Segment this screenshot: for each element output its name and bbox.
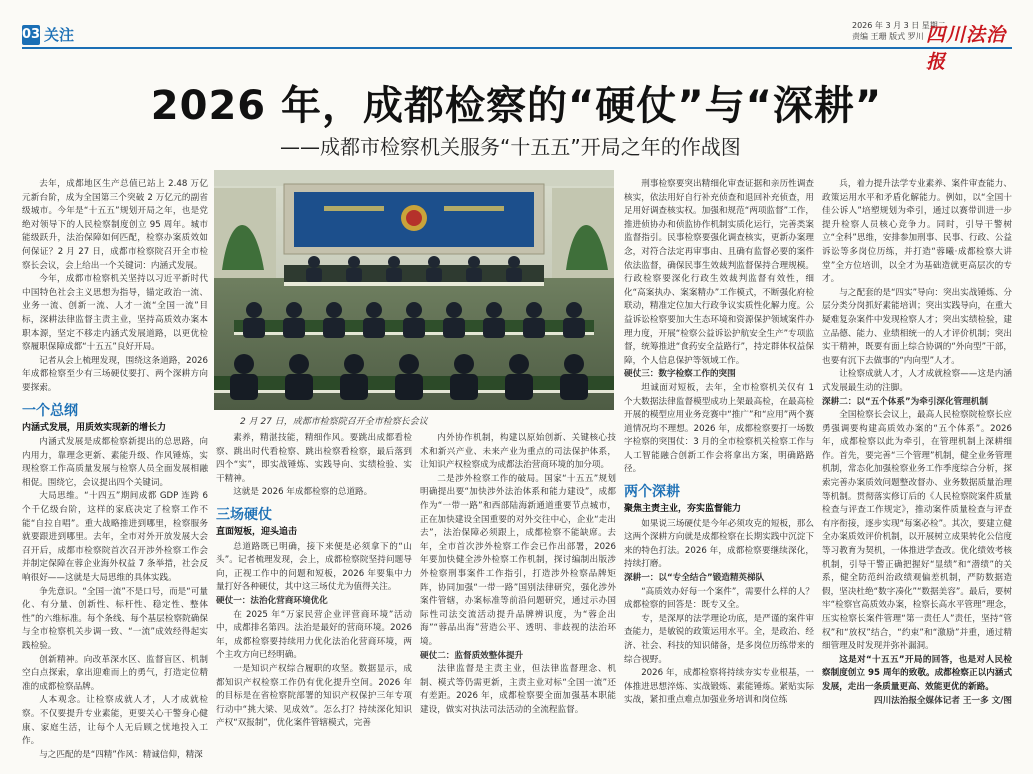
subheadline: ——成都市检察机关服务“十五五”开局之年的作战图 xyxy=(280,135,741,159)
paragraph: 如果说三场硬仗是今年必须攻克的短板，那么这两个深耕方向就是成都检察在长期实践中沉淀下来的特色打法。2026 年，成都检察要继续深化，持续打磨。 xyxy=(624,518,814,570)
paragraph: 素养，精湛技能，精细作风。要跳出成都看检察、跳出时代看检察、跳出检察看检察，最后落到四个“实”，即实战锤炼、实践导向、实绩检验、实干精神。 xyxy=(216,433,412,484)
paragraph: 2026 年，成都检察将持续夯实专业根基，一体推进思想淬炼、实战锻炼、素能锤炼。紧贴实际实战，紧扣重点难点加强业务培训和岗位练 xyxy=(624,668,814,706)
paragraph: 二是涉外检察工作的破局。国家“十五五”规划明确提出要“加快涉外法治体系和能力建设”，成都作为“一带一路”和西部陆海新通道重要节点城市，正在加快建设全国重要的对外交往中心，企业“走出去”，法治保障必须跟上，成都检察不能缺席。去年，全市首次涉外检察工作会已作出部署，2026 年要加快健全涉外检察工作机制，探讨编制出版涉外检察刑事案件工作指引，打造涉外检察品牌矩阵，协同加强“一带一路”国别法律研究，强化涉外案件管辖，办案标准等前沿问题研究，通过示办国际性司法交流活动提升品牌辨识度，为“蓉企出海”“蓉品出海”营造公平、透明、非歧视的法治环境。 xyxy=(420,473,616,647)
section-subheading: 聚焦主责主业，夯实监督能力 xyxy=(624,504,742,515)
byline: 四川法治报全媒体记者 王一多 文/图 xyxy=(873,695,1012,706)
page-number-badge: 03 xyxy=(22,25,40,45)
headline: 2026 年，成都检察的“硬仗”与“深耕” xyxy=(150,83,883,129)
masthead xyxy=(0,0,1033,73)
paragraph: 总道路既已明确，接下来便是必须拿下的“山头”。记者梳理发现，会上，成都检察院坚持问题导向，正视工作中的问题和短板，2026 年要集中力量打好各种硬仗，其中这三场仗尤为值得关注。 xyxy=(216,541,412,593)
paragraph: 今年，成都市检察机关坚持以习近平新时代中国特色社会主义思想为指导，锚定政治一流、业务一流、创新一流、人才一流“全国一流”目标，深耕法律监督主责主业，坚持高质效办案本职本源，坚定不移走内涵式发展道路，以更优检察履职保障成都“十五五”良好开局。 xyxy=(22,274,208,353)
paragraph: 人本观念。让检察成就人才，人才成就检察。不仅要提升专业素能，更要关心干警身心健康、家庭生活，让每个人无后顾之忧地投入工作。 xyxy=(22,695,208,747)
battle-heading-2: 硬仗二：监督质效整体提升 xyxy=(420,650,524,661)
paragraph: 大局思维。“十四五”期间成都 GDP 连跨 6 个千亿级台阶，这样的家底决定了检察工作不能“自拉自唱”。重大战略推进到哪里，检察服务就要跟进到哪里。去年，全市对外开放发展大会召开后，成都市检察院首次召开涉外检察工作会并制定保障在蓉企业海外权益 7 条举措，社会反响很好——这就是大局思维的具体实践。 xyxy=(22,491,208,584)
article-column-3 xyxy=(420,432,616,768)
newspaper-logo: 四川法治报 xyxy=(926,24,1007,73)
section-label: 关注 xyxy=(44,26,75,44)
section-heading-general: 一个总纲 xyxy=(22,402,78,419)
header-rule xyxy=(22,47,1012,49)
paragraph: 争先意识。“全国一流”不是口号，而是“可量化、有分量、创新性、标杆性、稳定性、整体性”的六维标准。每个条线、每个基层检察院确保与全市检察机关步调一致、“一流”成效经得起实践检验。 xyxy=(22,586,208,651)
section-heading-two-deepening: 两个深耕 xyxy=(624,484,680,501)
paragraph: 与之配套的是“四实”导向：突出实战锤炼、分层分类分岗抓好素能培训；突出实践导向，在重大疑难复杂案件中发现检察人才；突出实绩检验，建立品德、能力、业绩相统一的人才评价机制；突出实干精神，既要有面上综合协调的“外向型”干部，也要有沉下去做事的“内向型”人才。 xyxy=(822,287,1012,366)
photo-caption: 2 月 27 日，成都市检察院召开全市检察长会议 xyxy=(240,417,428,427)
paragraph: 创新精神。向改革深水区、监督盲区、机制空白点探索，拿出迎难而上的勇气，打造定位精准的成都检察品牌。 xyxy=(22,654,208,692)
editor-credits: 责编 王珊 版式 罗川 xyxy=(852,32,924,41)
article-column-2 xyxy=(216,432,412,768)
paragraph: 坦诚面对短板，去年，全市检察机关仅有 1 个大数据法律监督模型成功上架最高检，在最高检开展的模型应用业务竞赛中“推广”和“应用”两个赛道情况均不理想。2026 年，成都检察要打一场数字检察的突围仗：3 月的全市检察机关检察工作与人工智能融合创新工作会将拿出方案，明确路路径。 xyxy=(624,382,814,475)
meeting-photo xyxy=(214,170,614,410)
paragraph: 让检察成就人才，人才成就检察——这是内涵式发展最生动的注脚。 xyxy=(822,369,1012,393)
paragraph: 内涵式发展是成都检察新提出的总思路，向内用力，靠理念更新、素能升级、作风锤炼，实现检察工作高质量发展与检察人员全面发展相融相促。围绕它，会议提出四个关键词。 xyxy=(22,437,208,488)
section-subheading: 直面短板，迎头追击 xyxy=(216,526,298,537)
closing-paragraph: 这是对“十五五”开局的回答，也是对人民检察制度创立 95 周年的致敬。成都检察正以内涵式发展，走出一条质量更高、效能更优的新路。 xyxy=(822,654,1012,692)
section-heading-three-battles: 三场硬仗 xyxy=(216,506,272,523)
deepening-heading-1: 深耕一：以“专全结合”锻造精英梯队 xyxy=(624,573,765,584)
paragraph: 这就是 2026 年成都检察的总道路。 xyxy=(233,487,373,498)
paragraph: 与之匹配的是“四精”作风：精诚信仰，精深 xyxy=(39,749,203,760)
paragraph: 法律监督是主责主业，但法律监督理念、机制、模式等仍需更新，主责主业对标“全国一流”还有差距。2026 年，成都检察要全面加强基本职能建设，做实对执法司法活动的全流程监督。 xyxy=(420,664,616,715)
article-column-5 xyxy=(822,178,1012,768)
paragraph: “高质效办好每一个案件”，需要什么样的人？成都检察的回答是：既专又全。 xyxy=(624,586,814,611)
paragraph: 一是知识产权综合履职的攻坚。数据显示，成都知识产权检察工作仍有优化提升空间。2026 年的目标是在省检察院部署的知识产权保护三年专项行动中“挑大梁、见成效”。怎么打？持续深化知识产权“双报制”，优化案件管辖模式，完善 xyxy=(216,663,412,729)
paragraph: 内外协作机制，构建以原始创新、关键核心技术和新兴产业、未来产业为重点的司法保护体系，让知识产权检察成为成都法治营商环境的加分项。 xyxy=(420,433,616,471)
section-subheading: 内涵式发展，用质效实现新的增长力 xyxy=(22,422,167,433)
paragraph: 去年，成都地区生产总值已站上 2.48 万亿元新台阶，成为全国第三个突破 2 万亿元的副省级城市。今年是“十五五”规划开局之年，也是党绝对领导下的人民检察制度创立 95 周年。城市能级跃升，法治保障如何匹配，检察办案质效如何保证？2 月 27 日，成都市检察院召开全市检察长会议，会上给出一个关键词：内涵式发展。 xyxy=(22,179,208,271)
paragraph: 专，是深厚的法学理论功底，是严谨的案件审查能力，是敏锐的政策运用水平。全，是政治、经济、社会、科技的知识储备，是多岗位历练带来的综合视野。 xyxy=(624,613,814,665)
paragraph: 兵，着力提升法学专业素养、案件审查能力、政策运用水平和矛盾化解能力。例如，以“全国十佳公诉人”培塑规划为牵引，通过以赛带训进一步提升检察人员核心竞争力。同时，引导干警树立“全科”思维，安排参加刑事、民事、行政、公益诉讼等多岗位历练，并打造“蓉曦·成都检察大讲堂”全方位培训，以全才为基础造就更高层次的专才。 xyxy=(822,179,1012,285)
paragraph: 全国检察长会议上，最高人民检察院检察长应勇强调要构建高质效办案的“五个体系”。2026 年，成都检察以此为牵引，在管理机制上深耕细作。首先，要完善“三个管理”机制，健全业务管理机制，常态化加强检察业务工作季度综合分析，探索完善办案质效问题整改督办、业务数据质量治理等机制。贯彻落实修订后的《人民检察院案件质量检查与评查工作规定》，推动案件质量检查与评查有序衔接，逐步实现“每案必检”。其次，要建立健全办案质效评价机制，以开展树立成果转化公信度等习教育为契机，一体推进学查改。优化绩效考核机制，引导干警正确把握好“显绩”和“潜绩”的关系，健全防范纠治政绩观偏差机制，严防数据造假，坚决杜绝“数字凑化”“数据美容”。最后，要树牢“检察官高质效办案，检察长高水平管理”理念，压实检察长案件管理“第一责任人”责任，坚持“管权”和“放权”结合，“约束”和“激励”并重，通过精细管理及时发现并弥补漏洞。 xyxy=(822,410,1012,652)
deepening-heading-2: 深耕二：以“五个体系”为牵引深化管理机制 xyxy=(822,396,988,407)
paragraph: 记者从会上梳理发现，围绕这条道路，2026 年成都检察至少有三场硬仗要打、两个深耕方向要探索。 xyxy=(22,355,208,393)
article-column-1 xyxy=(22,178,208,768)
paragraph: 在 2025 年“万家民营企业评营商环境”活动中，成都排名第四。法治是最好的营商环境。2026 年，成都检察要持续用力优化法治化营商环境，两个主攻方向已经明确。 xyxy=(216,609,412,661)
issue-date: 2026 年 3 月 3 日 星期二 xyxy=(852,21,946,30)
paragraph: 刑事检察要突出精细化审查证据和亲历性调查核实，依法用好自行补充侦查和退回补充侦查，用足用好调查核实权。加强和规范“两项监督”工作，推进侦协办和侦监协作机制实质化运行，完善类案监督指引。民事检察要强化调查核实，更新办案理念，对符合法定再审事由、且确有监督必要的案件依法监督，确保民事生效裁判监督保持合理规模。行政检察要深化行政生效裁判监督有效性，细化“高案执办、案案精办”工作模式，不断强化府检联动，精准定位加大行政争议实质性化解力度。公益诉讼检察要加大生态环境和资源保护领域案件办理力度，开展“检察公益诉讼护航安全生产”专项监督，统筹推进“食药安全益路行”，持定群体权益保障，个人信息保护等领域工作。 xyxy=(624,179,814,366)
article-column-4 xyxy=(624,178,814,768)
battle-heading-1: 硬仗一：法治化营商环境优化 xyxy=(216,595,328,606)
battle-heading-3: 硬仗三：数字检察工作的突围 xyxy=(624,369,736,380)
meeting-photo-illustration xyxy=(214,170,614,410)
